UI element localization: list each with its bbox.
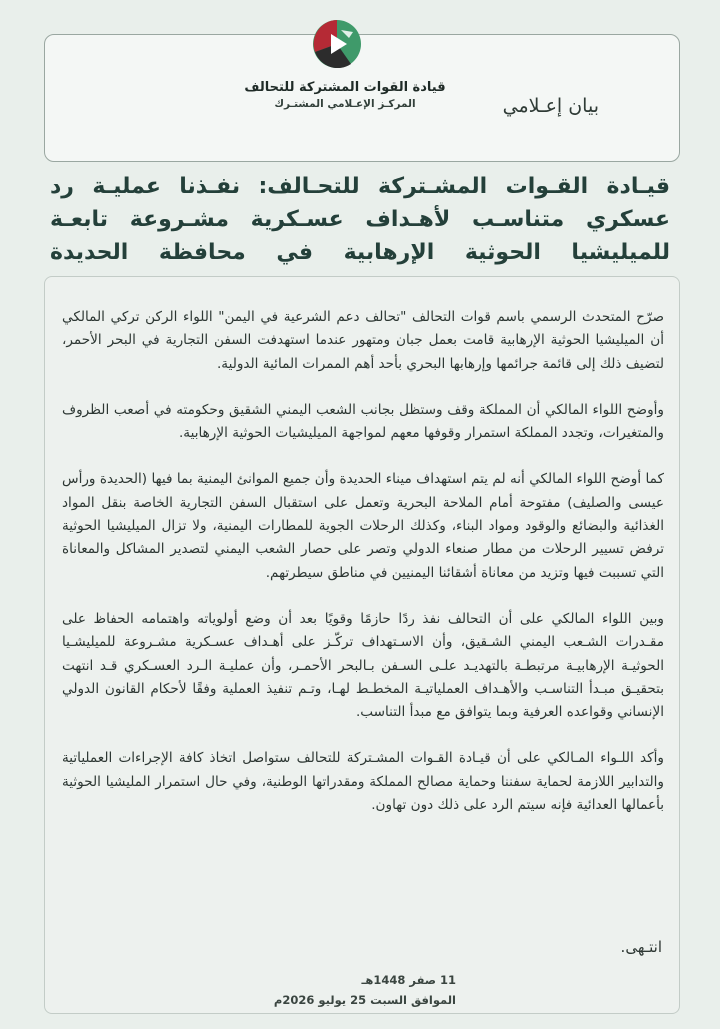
statement-label: بيان إعـلامي	[502, 95, 599, 117]
coalition-logo	[291, 14, 381, 144]
gregorian-date: الموافق السبت 25 يوليو 2026م	[273, 993, 456, 1007]
statement-body	[62, 306, 664, 840]
date-block	[256, 970, 456, 1010]
logo-title: قيادة القوات المشتركة للتحالف	[244, 80, 446, 95]
paragraph-5: وأكد اللـواء المـالكي على أن قيـادة القـوات المشـتركة للتحالف ستواصل اتخاذ كافة الإجراءات العملياتية والتدابير اللازمة لحماية سفننا وحماية مصالح المملكة ومقدراتها الوطنية، وفي حال استمرار المليشيا الحوثية بأعمالها العدائية فإنه سيتم الرد على ذلك دون تهاون.	[62, 750, 664, 814]
paragraph-3: كما أوضح اللواء المالكي أنه لم يتم استهداف ميناء الحديدة وأن جميع الموانئ اليمنية بما فيها (الحديدة ورأس عيسى والصليف) مفتوحة أمام الملاحة البحرية وتعمل على استقبال السفن التجارية الخاصة بنقل المواد الغذائية والبضائع والوقود ومواد البناء، وكذلك الرحلات الجوية للمطارات اليمنية، ولا تزال الميليشيا الحوثية ترفض تسيير الرحلات من مطار صنعاء الدولي وتصر على حصار الشعب اليمني لتصدير المشاكل والمعاناة التي تسببت فيها وتزيد من معاناة أشقائنا اليمنيين في مناطق سيطرتهم.	[62, 471, 664, 581]
paragraph-1: صرّح المتحدث الرسمي باسم قوات التحالف "تحالف دعم الشرعية في اليمن" اللواء الركن تركي المالكي أن الميليشيا الحوثية الإرهابية قامت بعمل جبان ومتهور عندما استهدفت السفن التجارية في البحر الأحمر، لتضيف ذلك إلى قائمة جرائمها وإرهابها البحري بأحد أهم الممرات المائية الدولية.	[62, 309, 664, 372]
headline-line-1: قيـادة القـوات المشـتركة للتحـالف: نفـذنا عمليـة رد	[50, 174, 670, 199]
paragraph-4: وبين اللواء المالكي على أن التحالف نفذ ردًا حازمًا وقويًا بعد أن وضع أولوياته واهتمامه الحفاظ على مقـدرات الشـعب اليمني الشـقيق، وأن الاسـتهداف تركّـز على أهـداف عسـكرية مشـروعة للميليشـيا الحوثيـة الإرهابيـة مرتبطـة بالتهديـد علـى السـفن بـالبحر الأحمـر، وأن عمليـة الـرد العسـكري قـد انتهت بتحقيـق مبـدأ التناسـب والأهـداف العملياتيـة المخطـط لهـا، وتـم تنفيذ العملية وفقًا لأحكام القانون الدولي الإنساني وقواعده العرفية وبما يتوافق مع مبدأ التناسب.	[62, 610, 664, 721]
headline-line-2: عسكري متناسـب لأهـداف عسـكرية مشـروعة تابعـة	[50, 207, 670, 232]
logo-subtitle: المركـز الإعـلامي المشتـرك	[274, 98, 416, 110]
ending-text: انتـهى.	[620, 938, 662, 956]
coalition-emblem-icon	[311, 18, 363, 70]
hijri-date: 11 صفر 1448هـ	[361, 973, 456, 987]
headline	[50, 170, 670, 269]
paragraph-2: وأوضح اللواء المالكي أن المملكة وقف وستظل بجانب الشعب اليمني الشقيق وحكومته في أصعب الظروف والمتغيرات، وتجدد المملكة استمرار وقوفها معهم لمواجهة الميليشيات الحوثية الإرهابية.	[62, 401, 664, 442]
headline-line-3: للميليشيا الحوثية الإرهابية في محافظة الحديدة	[50, 240, 670, 265]
